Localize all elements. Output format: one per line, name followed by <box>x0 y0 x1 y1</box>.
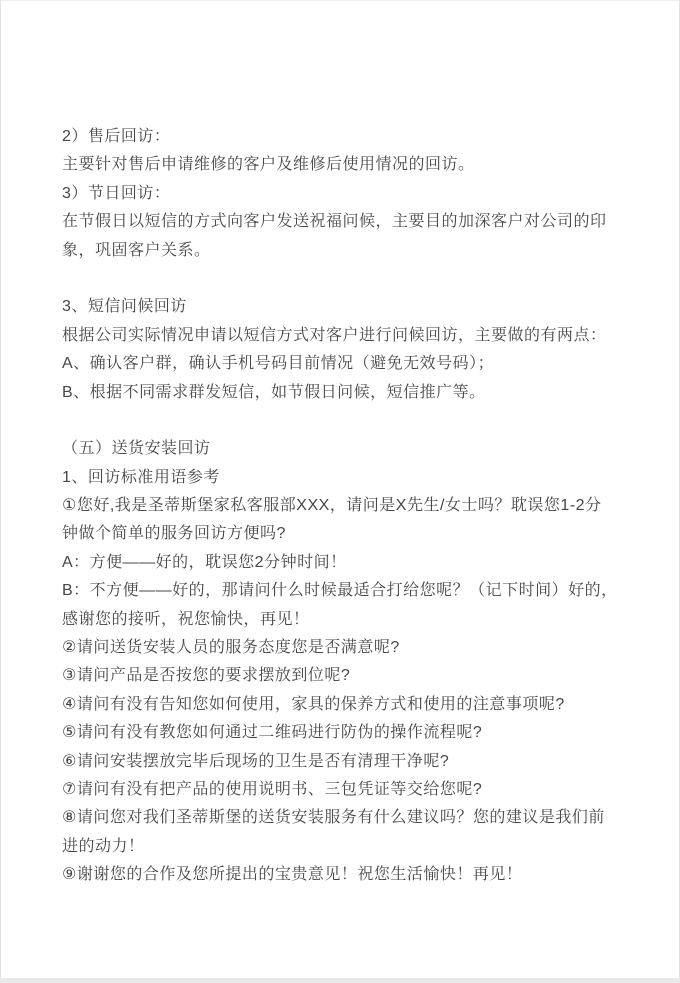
text-line: B、根据不同需求群发短信，如节假日问候，短信推广等。 <box>62 383 486 401</box>
text-line: 象，巩固客户关系。 <box>62 241 211 259</box>
text-line: ⑦请问有没有把产品的使用说明书、三包凭证等交给您呢? <box>62 780 483 798</box>
text-line: ①您好,我是圣蒂斯堡家私客服部XXX，请问是X先生/女士吗？耽误您1-2分 <box>62 497 602 515</box>
text-line: 根据公司实际情况申请以短信方式对客户进行问候回访，主要做的有两点： <box>62 326 607 344</box>
text-line: 3）节日回访： <box>62 184 171 202</box>
document-body <box>1 1 679 890</box>
text-line: 钟做个简单的服务回访方便吗? <box>62 525 286 543</box>
text-line: 进的动力！ <box>62 837 145 855</box>
text-line: A、确认客户群，确认手机号码目前情况（避免无效号码）； <box>62 355 495 373</box>
text-line: ②请问送货安装人员的服务态度您是否满意呢? <box>62 639 400 657</box>
text-line: ③请问产品是否按您的要求摆放到位呢? <box>62 667 351 685</box>
text-line: ④请问有没有告知您如何使用，家具的保养方式和使用的注意事项呢? <box>62 695 565 713</box>
text-line: 1、回访标准用语参考 <box>62 468 220 486</box>
text-line: ⑨谢谢您的合作及您所提出的宝贵意见！祝您生活愉快！再见！ <box>62 866 523 884</box>
text-line: 主要针对售后申请维修的客户及维修后使用情况的回访。 <box>62 156 475 174</box>
text-line: B：不方便——好的，那请问什么时候最适合打给您呢？（记下时间）好的， <box>62 582 618 600</box>
text-line: 感谢您的接听，祝您愉快，再见！ <box>62 610 310 628</box>
text-line: ⑤请问有没有教您如何通过二维码进行防伪的操作流程呢? <box>62 724 483 742</box>
text-line: ⑥请问安装摆放完毕后现场的卫生是否有清理干净呢? <box>62 752 450 770</box>
text-line: 2）售后回访： <box>62 128 171 145</box>
section-heading: 3、短信问候回访 <box>62 298 187 316</box>
text-line: 在节假日以短信的方式向客户发送祝福问候，主要目的加深客户对公司的印 <box>62 213 607 231</box>
section-heading: （五）送货安装回访 <box>62 440 211 458</box>
text-line: A：方便——好的，耽误您2分钟时间！ <box>62 553 347 571</box>
text-line: ⑧请问您对我们圣蒂斯堡的送货安装服务有什么建议吗？您的建议是我们前 <box>62 809 605 827</box>
